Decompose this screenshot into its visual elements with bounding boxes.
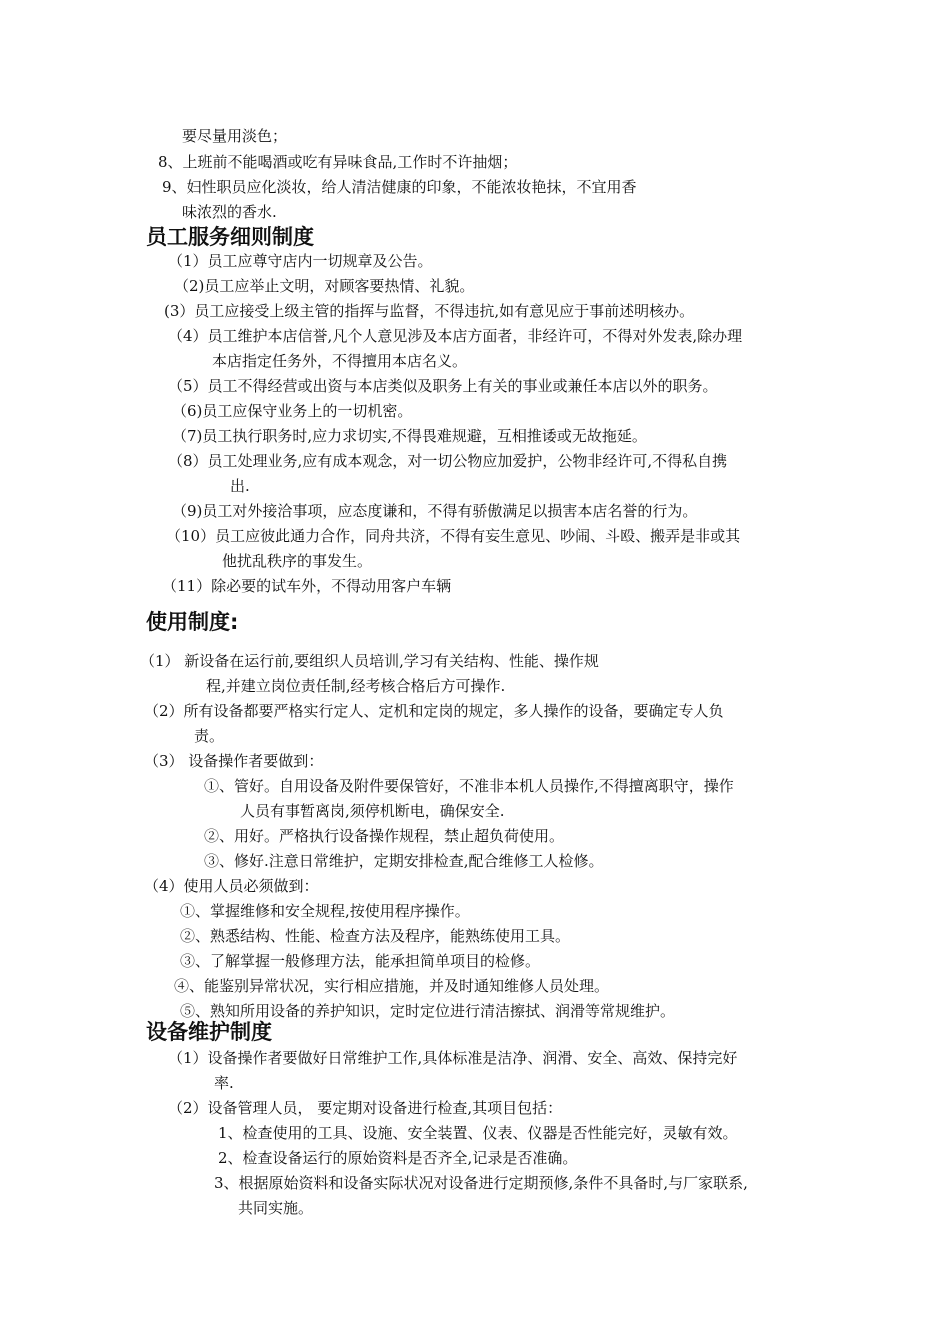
usage-subitem: ③、修好.注意日常维护，定期安排检查,配合维修工人检修。: [204, 852, 604, 870]
service-item: （4）员工维护本店信誉,凡个人意见涉及本店方面者，非经许可，不得对外发表,除办理: [168, 327, 743, 345]
usage-subitem: ②、熟悉结构、性能、检查方法及程序，能熟练使用工具。: [180, 927, 571, 945]
usage-item: （1） 新设备在运行前,要组织人员培训,学习有关结构、性能、操作规: [140, 652, 599, 670]
usage-subitem: ③、了解掌握一般修理方法，能承担简单项目的检修。: [180, 952, 541, 970]
usage-subitem-continuation: 人员有事暂离岗,须停机断电，确保安全.: [240, 802, 505, 820]
usage-subitem: ④、能鉴别异常状况，实行相应措施，并及时通知维修人员处理。: [174, 977, 610, 995]
intro-line-1: 要尽量用淡色；: [182, 127, 288, 145]
section-title-usage: 使用制度:: [146, 610, 239, 634]
usage-item: （2）所有设备都要严格实行定人、定机和定岗的规定，多人操作的设备，要确定专人负: [144, 702, 724, 720]
service-item-continuation: 他扰乱秩序的事发生。: [222, 552, 373, 570]
usage-item-continuation: 程,并建立岗位责任制,经考核合格后方可操作.: [206, 677, 506, 695]
usage-subitem: ①、管好。自用设备及附件要保管好，不准非本机人员操作,不得擅离职守，操作: [204, 777, 734, 795]
maintenance-subitem: 2、检查设备运行的原始资料是否齐全,记录是否准确。: [218, 1149, 578, 1167]
service-item-continuation: 出.: [230, 477, 250, 495]
service-item-continuation: 本店指定任务外，不得擅用本店名义。: [212, 352, 468, 370]
service-item: （5）员工不得经营或出资与本店类似及职务上有关的事业或兼任本店以外的职务。: [168, 377, 718, 395]
section-title-service: 员工服务细则制度: [146, 225, 314, 249]
intro-line-4: 味浓烈的香水.: [182, 203, 277, 221]
intro-line-2: 8、上班前不能喝酒或吃有异味食品,工作时不许抽烟；: [158, 153, 518, 171]
maintenance-item: （2）设备管理人员， 要定期对设备进行检查,其项目包括：: [168, 1099, 563, 1117]
maintenance-subitem: 3、根据原始资料和设备实际状况对设备进行定期预修,条件不具备时,与厂家联系,: [214, 1174, 748, 1192]
service-item: （6)员工应保守业务上的一切机密。: [172, 402, 413, 420]
usage-subitem: ①、掌握维修和安全规程,按使用程序操作。: [180, 902, 470, 920]
maintenance-subitem-continuation: 共同实施。: [238, 1199, 314, 1217]
usage-item-continuation: 责。: [194, 727, 225, 745]
service-item: （11）除必要的试车外，不得动用客户车辆: [162, 577, 452, 595]
maintenance-subitem: 1、检查使用的工具、设施、安全装置、仪表、仪器是否性能完好，灵敏有效。: [218, 1124, 738, 1142]
intro-line-3: 9、妇性职员应化淡妆，给人清洁健康的印象，不能浓妆艳抹，不宜用香: [162, 178, 637, 196]
service-item: （1）员工应尊守店内一切规章及公告。: [168, 252, 433, 270]
service-item: (3）员工应接受上级主管的指挥与监督，不得违抗,如有意见应于事前述明核办。: [164, 302, 695, 320]
service-item: （8）员工处理业务,应有成本观念，对一切公物应加爱护，公物非经许可,不得私自携: [168, 452, 728, 470]
service-item: （7)员工执行职务时,应力求切实,不得畏难规避，互相推诿或无故拖延。: [172, 427, 647, 445]
usage-subitem: ②、用好。严格执行设备操作规程，禁止超负荷使用。: [204, 827, 565, 845]
maintenance-item-continuation: 率.: [214, 1074, 234, 1092]
service-item: （2)员工应举止文明，对顾客要热情、礼貌。: [174, 277, 475, 295]
usage-subitem: ⑤、熟知所用设备的养护知识，定时定位进行清洁擦拭、润滑等常规维护。: [180, 1002, 676, 1020]
service-item: （10）员工应彼此通力合作，同舟共济，不得有妄生意见、吵闹、斗殴、搬弄是非或其: [166, 527, 741, 545]
usage-item: （3） 设备操作者要做到：: [144, 752, 324, 770]
service-item: （9)员工对外接洽事项，应态度谦和，不得有骄傲满足以损害本店名誉的行为。: [172, 502, 698, 520]
usage-item: （4）使用人员必须做到：: [144, 877, 319, 895]
maintenance-item: （1）设备操作者要做好日常维护工作,具体标准是洁净、润滑、安全、高效、保持完好: [168, 1049, 738, 1067]
section-title-maintenance: 设备维护制度: [146, 1020, 272, 1044]
